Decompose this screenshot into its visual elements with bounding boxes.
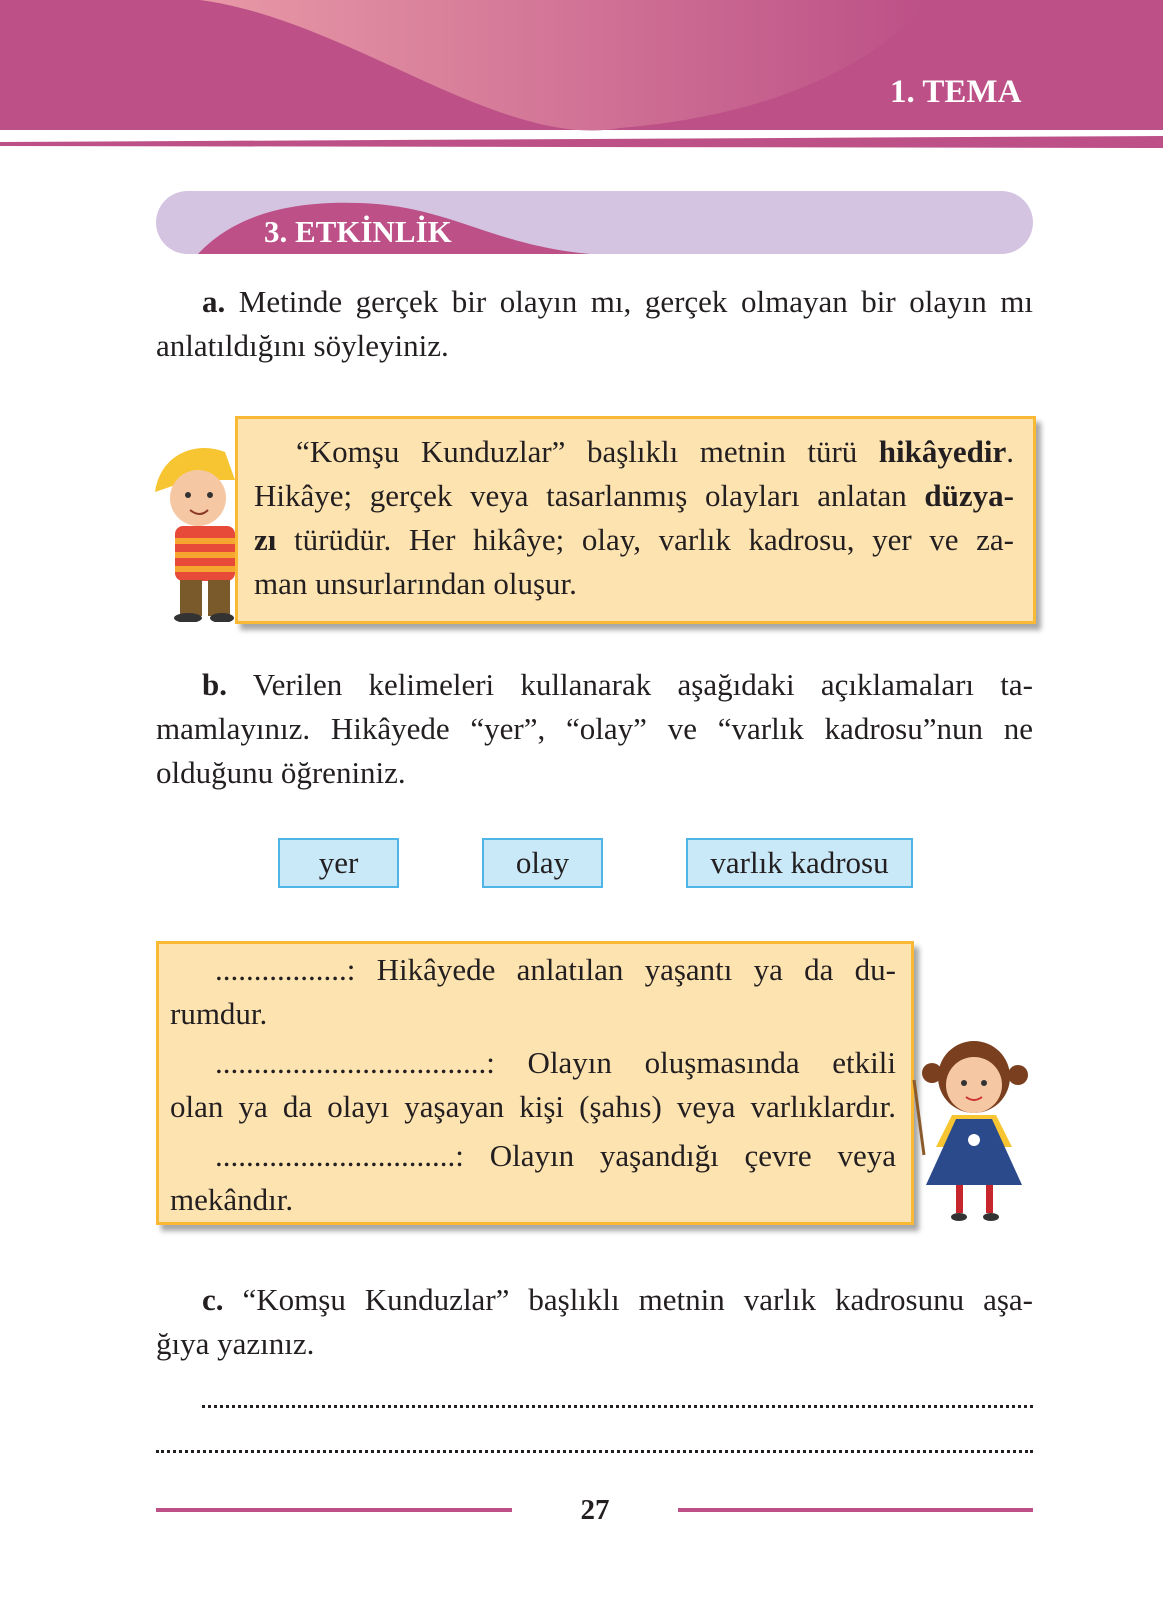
info-line3 — [254, 520, 1014, 560]
info-line4: man unsurlarından oluşur. — [254, 566, 577, 601]
page-number: 27 — [580, 1494, 610, 1526]
info-text: Hikâye; gerçek veya tasarlanmış olayları anlatan — [254, 478, 925, 513]
info-text: “Komşu Kunduzlar” başlıklı metnin türü — [296, 434, 879, 469]
footer-divider-right — [678, 1508, 1033, 1512]
definition-text: .................: Hikâyede anlatılan yaşantı ya da du- — [215, 952, 896, 987]
info-line2 — [254, 476, 1014, 516]
answer-line-2[interactable] — [156, 1450, 1033, 1453]
definition-2-line1 — [170, 1043, 896, 1083]
section-b-line3: olduğunu öğreniniz. — [156, 755, 406, 790]
section-c-line1 — [156, 1280, 1033, 1320]
section-a-line1 — [156, 282, 1033, 322]
definition-3-line2: mekândır. — [170, 1182, 294, 1217]
definition-1-line1 — [170, 950, 896, 990]
section-c-text: “Komşu Kunduzlar” başlıklı metnin varlık kadrosunu aşa- — [242, 1282, 1033, 1317]
boy-illustration — [150, 440, 238, 622]
word-box-yer: yer — [278, 838, 399, 888]
activity-title: 3. ETKİNLİK — [264, 214, 452, 249]
girl-illustration — [912, 1035, 1037, 1227]
definition-3-line1 — [170, 1136, 896, 1176]
footer-divider-left — [156, 1508, 512, 1512]
section-b-text: Verilen kelimeleri kullanarak aşağıdaki açıklamaları ta- — [252, 667, 1033, 702]
definition-text: ...............................: Olayın yaşandığı çevre veya — [215, 1138, 896, 1173]
info-text: . — [1006, 434, 1014, 469]
section-a-line2: anlatıldığını söyleyiniz. — [156, 328, 449, 363]
section-c-line2: ğıya yazınız. — [156, 1326, 315, 1361]
info-line1 — [254, 432, 1014, 472]
definition-text: ...................................: Olayın oluşmasında etkili — [215, 1045, 896, 1080]
section-b-line2: mamlayınız. Hikâyede “yer”, “olay” ve “varlık kadrosu”nun ne — [156, 711, 1033, 746]
word-box-varlik-kadrosu: varlık kadrosu — [686, 838, 913, 888]
info-bold-term: zı — [254, 522, 277, 557]
info-text: türüdür. Her hikâye; olay, varlık kadrosu, yer ve za- — [276, 522, 1014, 557]
definition-2-line2: olan ya da olayı yaşayan kişi (şahıs) veya varlıklardır. — [170, 1089, 896, 1124]
section-c-label: c. — [202, 1282, 224, 1317]
section-a-label: a. — [202, 284, 226, 319]
theme-title: 1. TEMA — [890, 74, 1022, 110]
section-b-line1 — [156, 665, 1033, 705]
info-bold-term: düzya- — [924, 478, 1014, 513]
section-a-text: Metinde gerçek bir olayın mı, gerçek olmayan bir olayın mı — [238, 284, 1033, 319]
definition-1-line2: rumdur. — [170, 996, 268, 1031]
info-bold-term: hikâyedir — [878, 434, 1007, 469]
answer-line-1[interactable] — [202, 1405, 1033, 1408]
word-box-olay: olay — [482, 838, 603, 888]
section-b-label: b. — [202, 667, 227, 702]
